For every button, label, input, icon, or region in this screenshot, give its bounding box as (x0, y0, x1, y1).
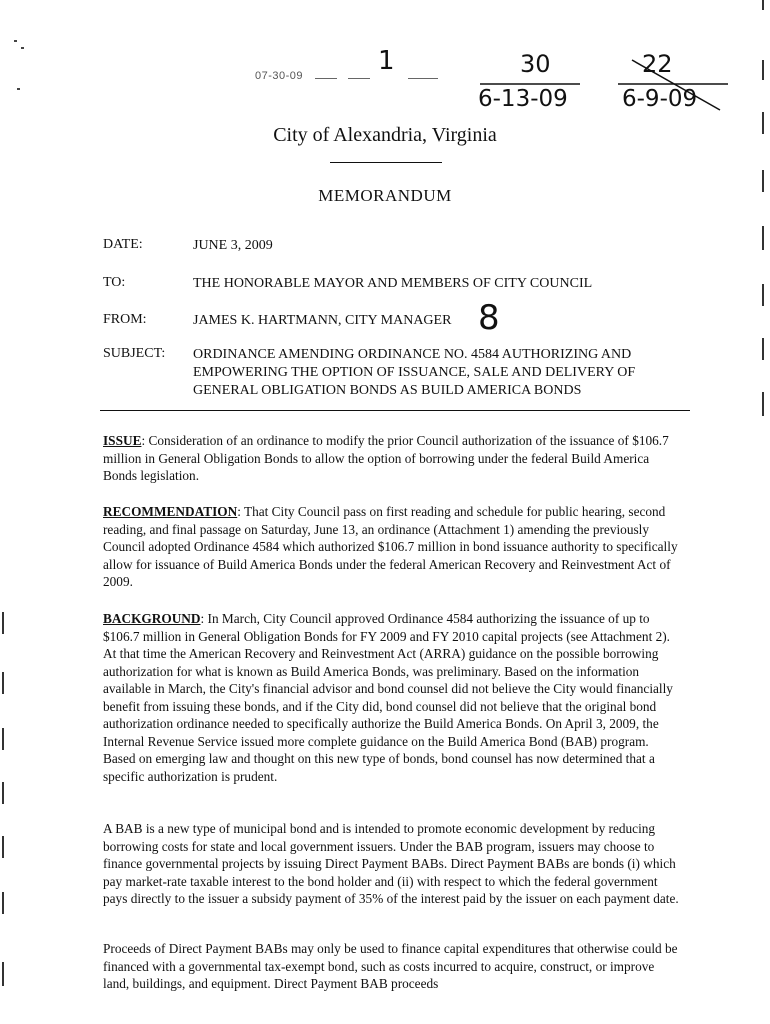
margin-mark (762, 226, 764, 250)
to-value: THE HONORABLE MAYOR AND MEMBERS OF CITY COUNCIL (193, 276, 593, 291)
recommendation-label: RECOMMENDATION (103, 504, 238, 519)
margin-mark (762, 338, 764, 360)
margin-mark (762, 60, 764, 80)
margin-mark (2, 728, 4, 750)
margin-mark (2, 672, 4, 694)
to-label: TO: (103, 275, 126, 290)
subject-value: ORDINANCE AMENDING ORDINANCE NO. 4584 AUTHORIZING AND EMPOWERING THE OPTION OF ISSUANCE, SALE AND DELIVERY OF GENERAL OBLIGATION BONDS AS BUILD AMERICA BONDS (193, 347, 636, 398)
memo-heading: MEMORANDUM (318, 186, 452, 205)
margin-mark (2, 892, 4, 914)
scan-speck (21, 47, 24, 49)
scan-speck (14, 40, 17, 42)
margin-mark (762, 392, 764, 416)
background-text: : In March, City Council approved Ordinance 4584 authorizing the issuance of up to $106.7 million in General Obligation Bonds for FY 2009 and FY 2010 capital projects (see Attachment 2). At that time the American Recovery and Reinvestment Act (ARRA) guidance on the possible borrowing authorization for what is known as Build America Bonds, was preliminary. Based on the information available in March, the City's financial advisor and bond counsel did not believe the City would financially benefit from issuing these bonds, and if the City did, bond counsel did not believe that the original bond authorization ordinance needed to specifically authorize the Build America Bonds. On April 3, 2009, the Internal Revenue Service issued more complete guidance on the Build America Bond (BAB) program. Based on emerging law and thought on this new type of bonds, bond counsel has now determined that a specific authorization is prudent. (103, 611, 673, 784)
proceeds-paragraph: Proceeds of Direct Payment BABs may only be used to finance capital expenditures that otherwise could be financed with a governmental tax-exempt bond, such as costs incurred to acquire, construct, or improve land, buildings, and equipment. Direct Payment BAB proceeds (103, 941, 678, 991)
scan-speck (17, 88, 20, 90)
margin-mark (762, 284, 764, 306)
from-value: JAMES K. HARTMANN, CITY MANAGER (193, 313, 452, 328)
date-label: DATE: (103, 237, 143, 252)
bab-paragraph: A BAB is a new type of municipal bond and is intended to promote economic development by reducing borrowing costs for state and local government issuers. Under the BAB program, issuers may choose to finance governmental projects by issuing Direct Payment BABs. Direct Payment BABs are bonds (i) which pay market-rate taxable interest to the bond holder and (ii) with respect to which the federal government pays directly to the issuer a subsidy payment of 35% of the interest paid by the issuer on each payment date. (103, 821, 679, 906)
date-value: JUNE 3, 2009 (193, 238, 273, 253)
docket-label: 07-30-09 (255, 70, 304, 82)
background-label: BACKGROUND (103, 611, 201, 626)
recommendation-text: : That City Council pass on first reading and schedule for public hearing, second reading, and final passage on Saturday, June 13, an ordinance (Attachment 1) amending the previously Council adopted Ordinance 4584 which authorized $106.7 million in bond issuance authority to specifically allow for issuance of Build America Bonds under the federal American Recovery and Reinvestment Act of 2009. (103, 504, 678, 589)
recommendation-paragraph (103, 503, 683, 591)
handwritten-docket-new: 30 (520, 50, 551, 78)
from-label: FROM: (103, 312, 147, 327)
issue-paragraph (103, 432, 683, 485)
handwritten-initial: 8 (478, 298, 500, 338)
margin-mark (2, 836, 4, 858)
handwritten-docket-old: 22 (642, 50, 673, 78)
strike-through-mark (628, 56, 728, 116)
margin-mark (2, 782, 4, 804)
title-divider (330, 162, 442, 163)
handwritten-item-number: 1 (378, 46, 395, 76)
docket-stamp (255, 70, 438, 82)
background-paragraph (103, 610, 683, 785)
handwritten-date-old: 6-9-09 (622, 86, 698, 112)
issue-label: ISSUE (103, 433, 142, 448)
handwritten-date-new: 6-13-09 (478, 86, 568, 112)
subject-label: SUBJECT: (103, 346, 166, 361)
margin-mark (2, 962, 4, 986)
margin-mark (762, 0, 764, 10)
margin-mark (2, 612, 4, 634)
page-title: City of Alexandria, Virginia (273, 124, 497, 146)
header-divider (100, 410, 690, 411)
issue-text: : Consideration of an ordinance to modify the prior Council authorization of the issuance of $106.7 million in General Obligation Bonds to allow the option of borrowing under the federal Build America Bonds legislation. (103, 433, 669, 483)
